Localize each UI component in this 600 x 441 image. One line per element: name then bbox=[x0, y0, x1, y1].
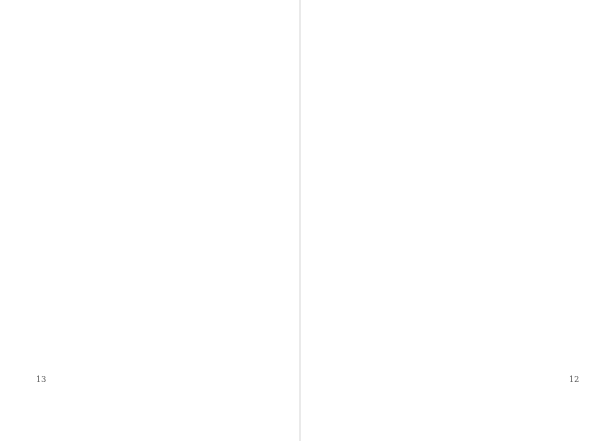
right-page-number: 12 bbox=[569, 375, 580, 384]
left-page-body bbox=[38, 62, 270, 362]
left-page-number: 13 bbox=[36, 375, 47, 384]
right-page-body bbox=[354, 62, 574, 362]
right-page bbox=[300, 0, 600, 441]
